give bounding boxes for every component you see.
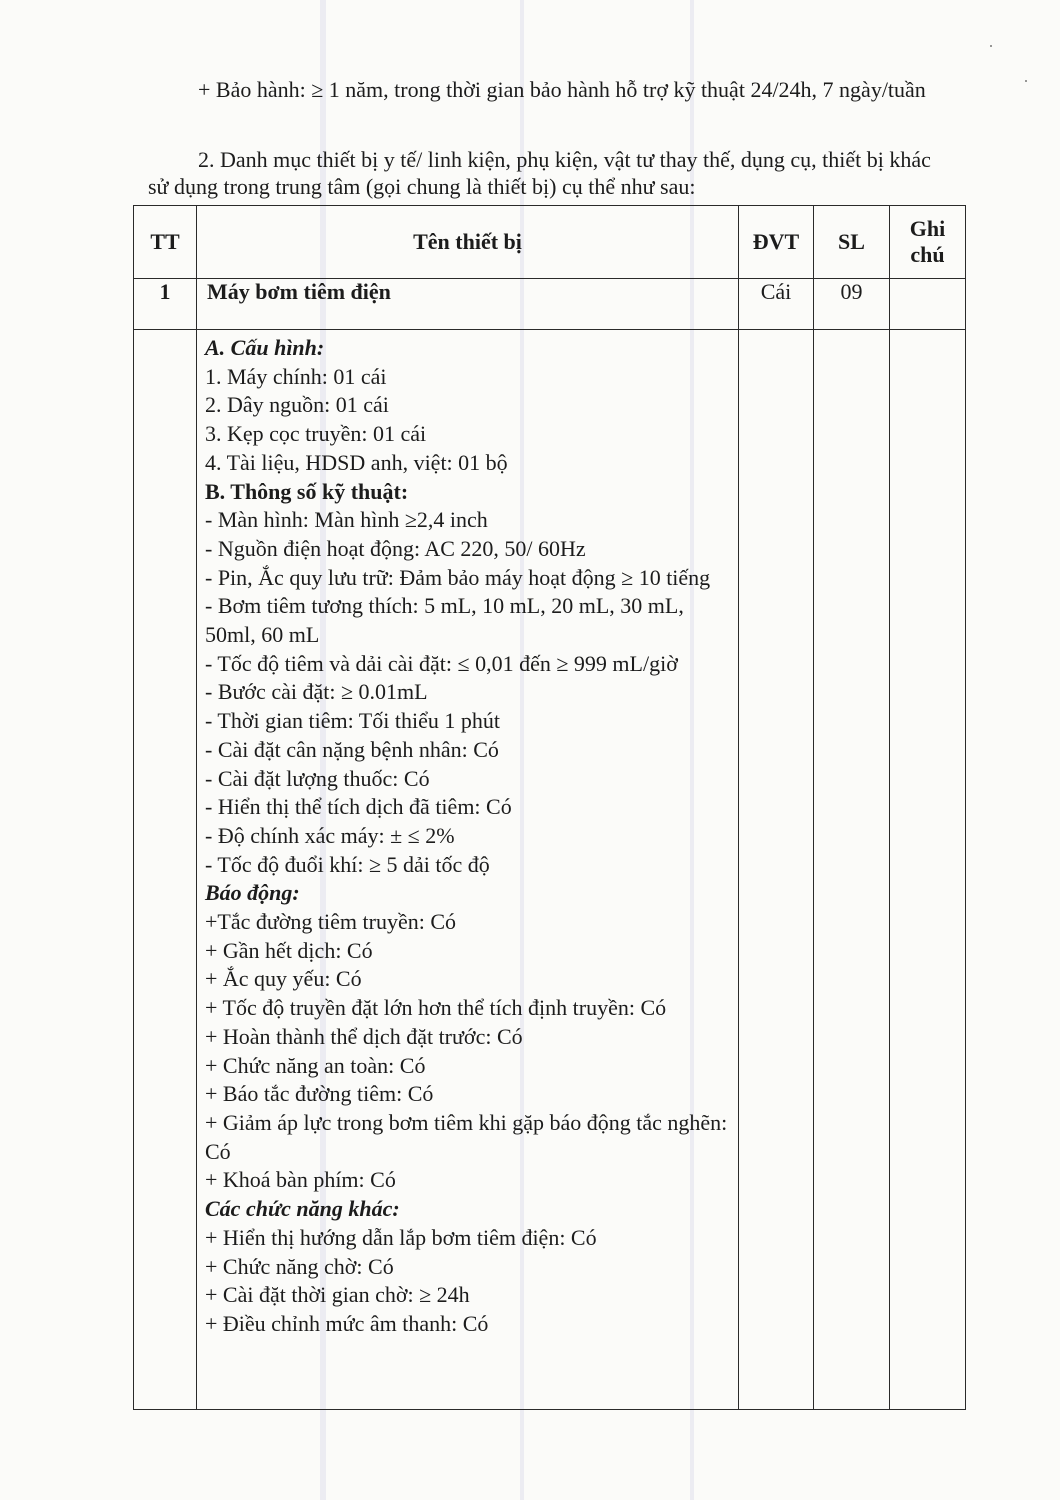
spec-item: - Bơm tiêm tương thích: 5 mL, 10 mL, 20 mL, 30 mL, 50ml, 60 mL	[205, 593, 684, 648]
details-qty-cell	[814, 330, 890, 1410]
spec-item: - Cài đặt cân nặng bệnh nhân: Có	[205, 736, 499, 762]
list-intro-text: 2. Danh mục thiết bị y tế/ linh kiện, phụ kiện, vật tư thay thế, dụng cụ, thiết bị khác sử dụng trong trung tâm (gọi chung là thiết bị) cụ thể như sau:	[148, 147, 931, 199]
table-header-row	[134, 206, 966, 279]
details-tt-cell	[134, 330, 197, 1410]
warranty-paragraph	[148, 76, 953, 103]
header-tt: TT	[134, 206, 197, 279]
specs-heading: B. Thông số kỹ thuật:	[205, 478, 409, 504]
alarm-item: + Tốc độ truyền đặt lớn hơn thể tích định truyền: Có	[205, 995, 667, 1021]
spec-item: - Pin, Ắc quy lưu trữ: Đảm bảo máy hoạt động ≥ 10 tiếng	[205, 564, 711, 590]
details-note-cell	[890, 330, 966, 1410]
other-function-item: + Điều chỉnh mức âm thanh: Có	[205, 1310, 489, 1336]
config-item: 1. Máy chính: 01 cái	[205, 363, 387, 389]
spec-item: - Cài đặt lượng thuốc: Có	[205, 765, 430, 791]
alarm-item: + Khoá bàn phím: Có	[205, 1167, 396, 1193]
equipment-table	[133, 205, 966, 1410]
header-note: Ghi chú	[890, 206, 966, 279]
item-qty: 09	[814, 279, 890, 330]
header-unit: ĐVT	[739, 206, 814, 279]
item-unit: Cái	[739, 279, 814, 330]
specs-list	[205, 506, 730, 879]
alarm-heading: Báo động:	[205, 880, 300, 906]
spec-item: - Màn hình: Màn hình ≥2,4 inch	[205, 507, 488, 533]
item-name: Máy bơm tiêm điện	[197, 279, 739, 330]
scan-speck	[1025, 80, 1027, 82]
config-item: 3. Kẹp cọc truyền: 01 cái	[205, 421, 427, 447]
alarm-item: + Giảm áp lực trong bơm tiêm khi gặp báo động tắc nghẽn: Có	[205, 1109, 728, 1164]
item-tt: 1	[134, 279, 197, 330]
header-qty: SL	[814, 206, 890, 279]
spec-item: - Độ chính xác máy: ± ≤ 2%	[205, 822, 455, 848]
spec-item: - Thời gian tiêm: Tối thiểu 1 phút	[205, 708, 500, 734]
details-cell	[197, 330, 739, 1410]
scan-speck	[990, 45, 992, 47]
spec-item: - Tốc độ đuổi khí: ≥ 5 dải tốc độ	[205, 851, 490, 877]
alarm-list	[205, 908, 730, 1195]
details-unit-cell	[739, 330, 814, 1410]
table-row-details	[134, 330, 966, 1410]
spec-item: - Tốc độ tiêm và dải cài đặt: ≤ 0,01 đến ≥ 999 mL/giờ	[205, 650, 678, 676]
spec-item: - Hiển thị thể tích dịch đã tiêm: Có	[205, 794, 512, 820]
config-list	[205, 363, 730, 478]
alarm-item: + Báo tắc đường tiêm: Có	[205, 1081, 434, 1107]
config-item: 2. Dây nguồn: 01 cái	[205, 392, 389, 418]
table-row	[134, 279, 966, 330]
warranty-text: + Bảo hành: ≥ 1 năm, trong thời gian bảo hành hỗ trợ kỹ thuật 24/24h, 7 ngày/tuần	[198, 77, 926, 102]
other-function-item: + Chức năng chờ: Có	[205, 1253, 394, 1279]
other-function-item: + Hiển thị hướng dẫn lắp bơm tiêm điện: Có	[205, 1224, 597, 1250]
header-name: Tên thiết bị	[197, 206, 739, 279]
other-list	[205, 1224, 730, 1339]
config-heading: A. Cấu hình:	[205, 335, 325, 360]
alarm-item: + Gần hết dịch: Có	[205, 937, 373, 963]
spec-item: - Bước cài đặt: ≥ 0.01mL	[205, 679, 428, 705]
alarm-item: + Ắc quy yếu: Có	[205, 966, 362, 992]
spec-item: - Nguồn điện hoạt động: AC 220, 50/ 60Hz	[205, 535, 586, 561]
alarm-item: + Hoàn thành thể dịch đặt trước: Có	[205, 1023, 523, 1049]
list-intro-paragraph	[148, 146, 953, 200]
config-item: 4. Tài liệu, HDSD anh, việt: 01 bộ	[205, 449, 508, 475]
other-heading: Các chức năng khác:	[205, 1196, 400, 1222]
alarm-item: + Chức năng an toàn: Có	[205, 1052, 426, 1078]
other-function-item: + Cài đặt thời gian chờ: ≥ 24h	[205, 1282, 470, 1308]
alarm-item: +Tắc đường tiêm truyền: Có	[205, 909, 457, 935]
item-note	[890, 279, 966, 330]
